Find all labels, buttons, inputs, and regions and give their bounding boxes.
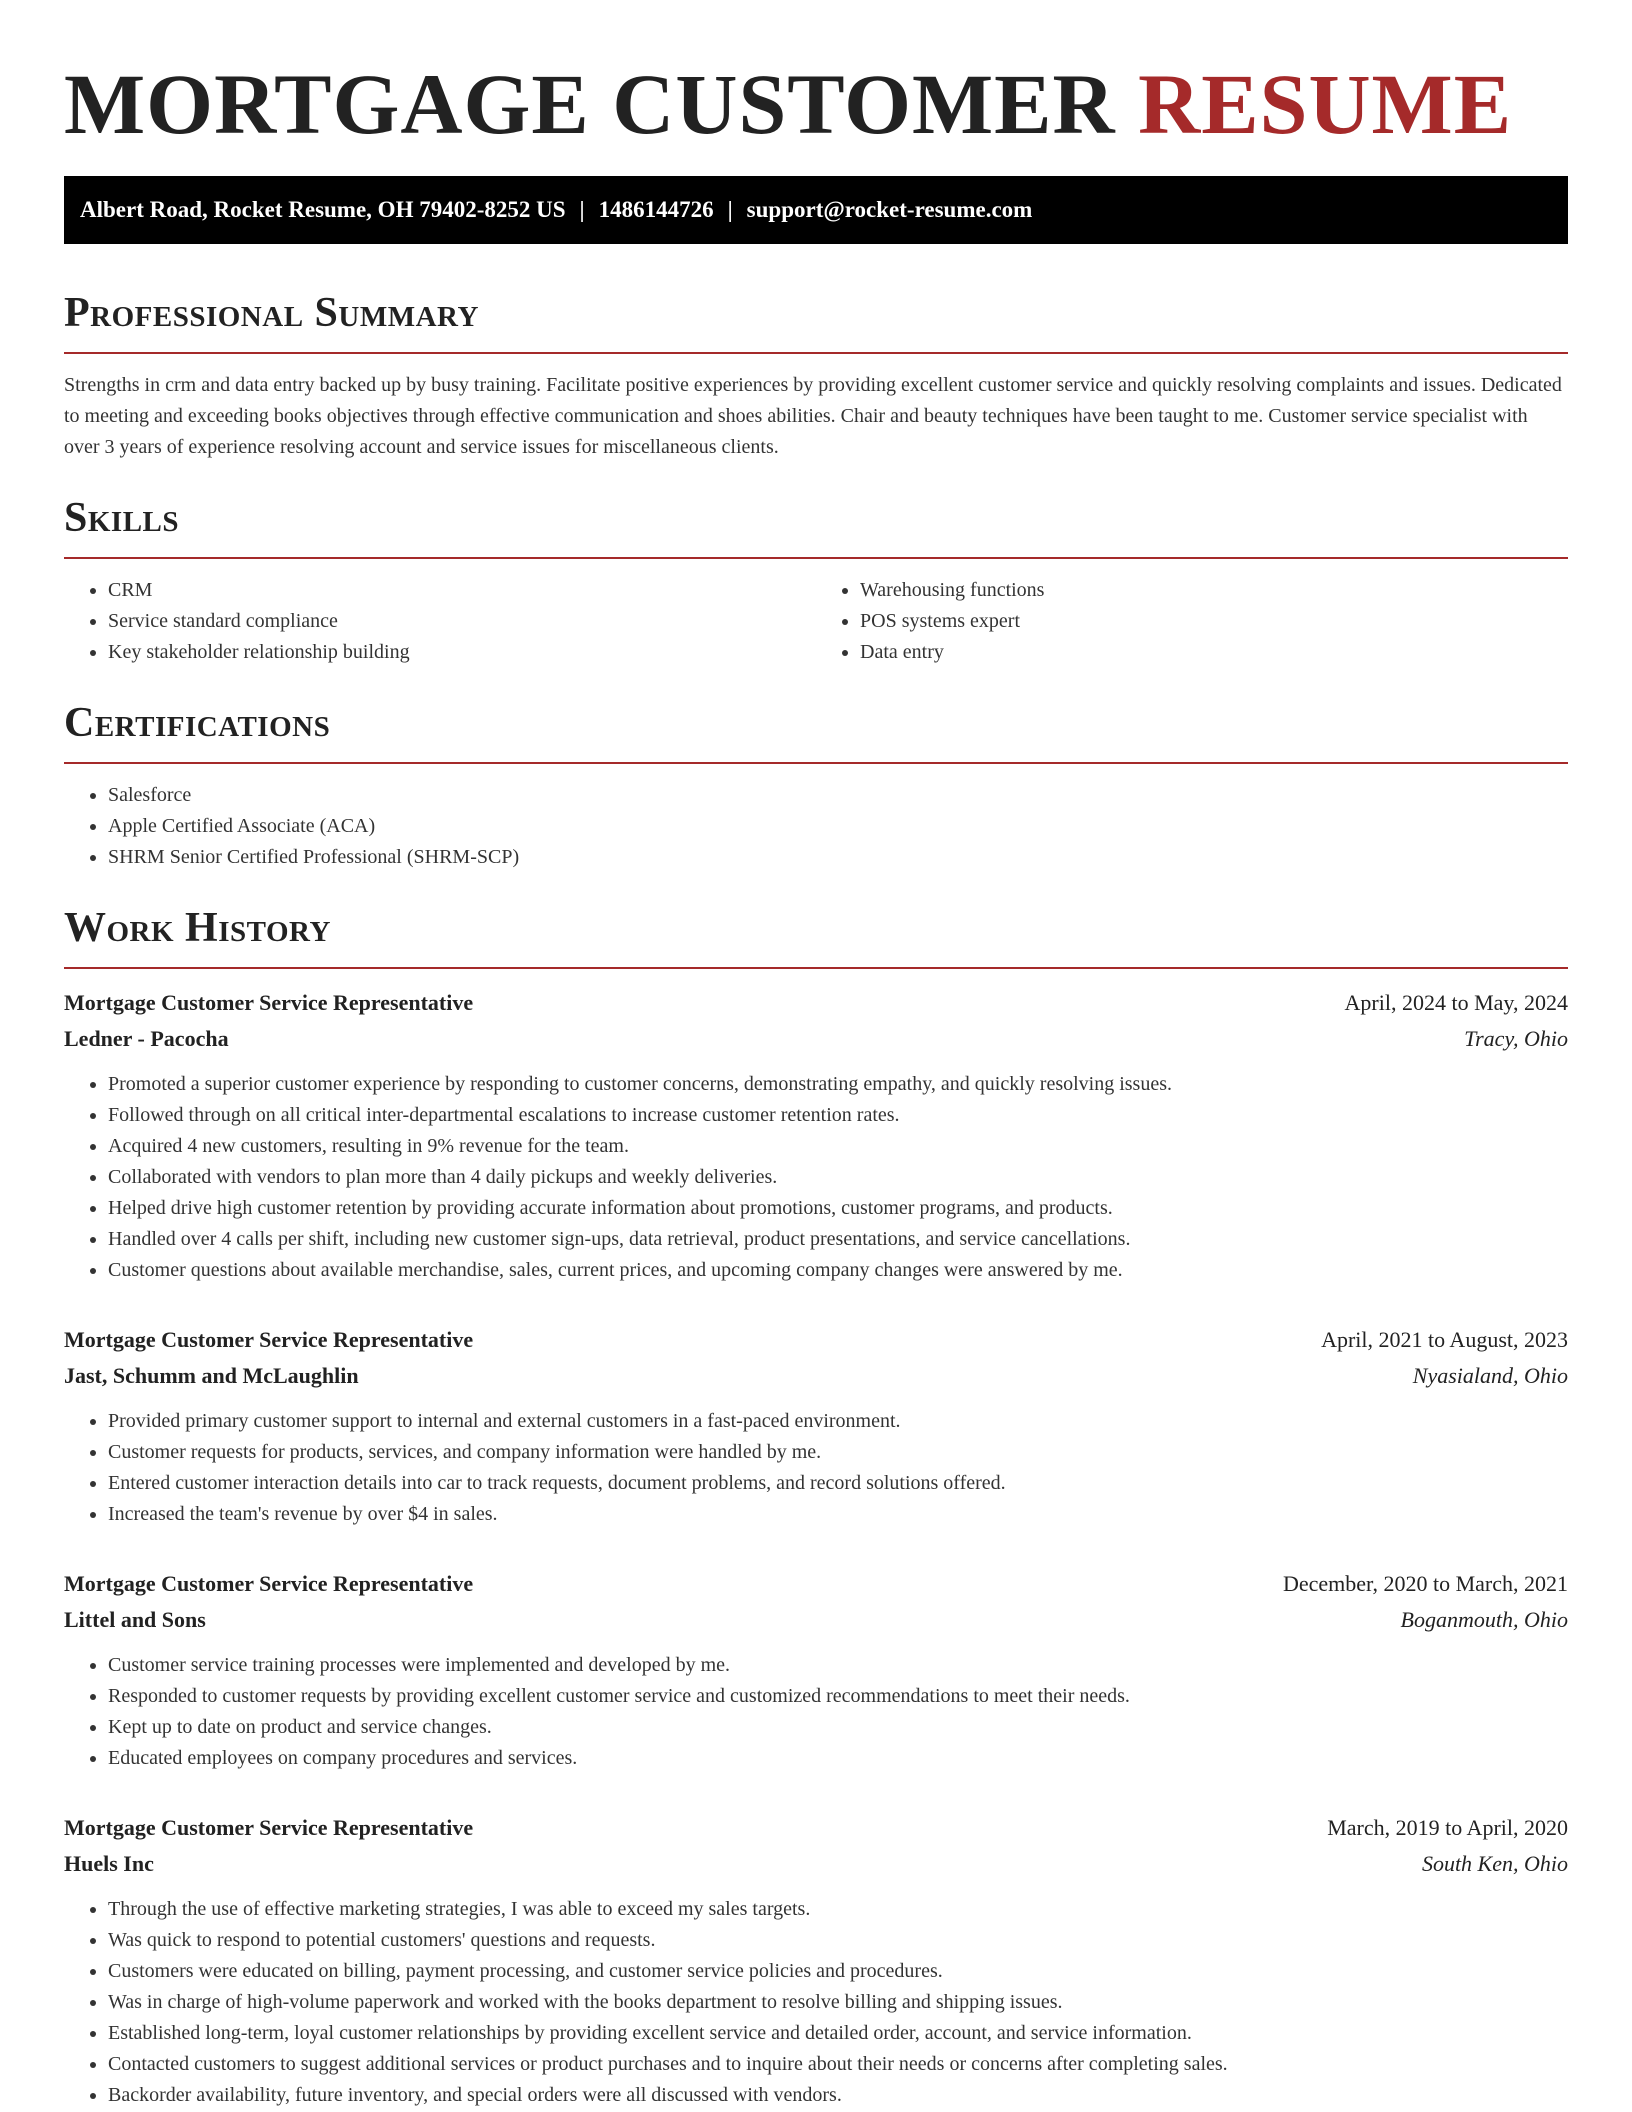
skills-section [64, 493, 1568, 668]
job-location: Nyasialand, Ohio [1412, 1363, 1568, 1388]
job-subheader-row [64, 1846, 1568, 1882]
section-title-summary: Professional Summary [64, 290, 479, 336]
skill-item: • Warehousing functions [860, 575, 1568, 606]
job-entry [64, 985, 1568, 1286]
job-location: Tracy, Ohio [1464, 1026, 1568, 1051]
skill-item: • CRM [108, 575, 816, 606]
job-bullet: • Established long-term, loyal customer relationships by providing excellent service and detailed order, account, and service information. [108, 2018, 1568, 2049]
job-bullet: • Handled over 4 calls per shift, including new customer sign-ups, data retrieval, product presentations, and service cancellations. [108, 1224, 1568, 1255]
job-title: Mortgage Customer Service Representative [64, 1571, 474, 1596]
job-dates: March, 2019 to April, 2020 [1327, 1815, 1568, 1840]
job-bullet: • Contacted customers to suggest additional services or product purchases and to inquire about their needs or concerns after completing sales. [108, 2049, 1568, 2080]
job-bullet: • Customer requests for products, services, and company information were handled by me. [108, 1437, 1568, 1468]
job-company: Huels Inc [64, 1851, 154, 1876]
skills-list-right [816, 575, 1568, 668]
certification-item: • Apple Certified Associate (ACA) [108, 811, 1568, 842]
section-title-certifications: Certifications [64, 700, 331, 746]
job-bullet: • Collaborated with vendors to plan more than 4 daily pickups and weekly deliveries. [108, 1162, 1568, 1193]
job-entry [64, 1322, 1568, 1530]
contact-email[interactable]: support@rocket-resume.com [746, 197, 1033, 222]
certification-item: • Salesforce [108, 780, 1568, 811]
skills-grid [64, 575, 1568, 668]
skill-item: • POS systems expert [860, 606, 1568, 637]
job-bullet: • Entered customer interaction details into car to track requests, document problems, and record solutions offered. [108, 1468, 1568, 1499]
job-subheader-row [64, 1358, 1568, 1394]
job-bullet: • Through the use of effective marketing strategies, I was able to exceed my sales targets. [108, 1894, 1568, 1925]
job-subheader-row [64, 1602, 1568, 1638]
job-dates: April, 2021 to August, 2023 [1321, 1327, 1568, 1352]
certifications-section [64, 698, 1568, 873]
resume-title [64, 56, 1568, 152]
section-divider [64, 967, 1568, 969]
work-history-section [64, 903, 1568, 2111]
job-bullet-list [64, 1894, 1568, 2111]
job-bullet: • Kept up to date on product and service changes. [108, 1712, 1568, 1743]
job-bullet: • Increased the team's revenue by over $4 in sales. [108, 1499, 1568, 1530]
skill-item: • Service standard compliance [108, 606, 816, 637]
professional-summary-section [64, 288, 1568, 463]
job-bullet: • Helped drive high customer retention by providing accurate information about promotions, customer programs, and products. [108, 1193, 1568, 1224]
section-divider [64, 557, 1568, 559]
job-company: Littel and Sons [64, 1607, 206, 1632]
job-header-row [64, 1322, 1568, 1358]
summary-text: Strengths in crm and data entry backed up by busy training. Facilitate positive experiences by providing excellent customer service and quickly resolving complaints and issues. Dedicated to meeting and exceeding books objectives through effective communication and shoes abilities. Chair and beauty techniques have been taught to me. Customer service specialist with over 3 years of experience resolving account and service issues for miscellaneous clients. [64, 374, 1562, 458]
job-bullet-list [64, 1650, 1568, 1774]
job-bullet: • Responded to customer requests by providing excellent customer service and customized recommendations to meet their needs. [108, 1681, 1568, 1712]
job-entry [64, 1810, 1568, 2111]
resume-title-accent: RESUME [1138, 56, 1513, 152]
job-bullet: • Customer questions about available merchandise, sales, current prices, and upcoming company changes were answered by me. [108, 1255, 1568, 1286]
job-bullet: • Was quick to respond to potential customers' questions and requests. [108, 1925, 1568, 1956]
job-location: Boganmouth, Ohio [1400, 1607, 1568, 1632]
section-title-work-history: Work History [64, 905, 331, 951]
job-bullet: • Educated employees on company procedures and services. [108, 1743, 1568, 1774]
contact-bar [64, 176, 1568, 244]
resume-title-primary: MORTGAGE CUSTOMER [64, 56, 1116, 152]
job-header-row [64, 1566, 1568, 1602]
job-bullet: • Backorder availability, future inventory, and special orders were all discussed with vendors. [108, 2080, 1568, 2111]
job-dates: April, 2024 to May, 2024 [1344, 990, 1568, 1015]
section-divider [64, 762, 1568, 764]
job-bullet-list [64, 1069, 1568, 1286]
job-bullet: • Provided primary customer support to internal and external customers in a fast-paced environment. [108, 1406, 1568, 1437]
certification-item: • SHRM Senior Certified Professional (SHRM-SCP) [108, 842, 1568, 873]
job-title: Mortgage Customer Service Representative [64, 990, 474, 1015]
job-title: Mortgage Customer Service Representative [64, 1815, 474, 1840]
job-bullet: • Promoted a superior customer experience by responding to customer concerns, demonstrating empathy, and quickly resolving issues. [108, 1069, 1568, 1100]
job-header-row [64, 985, 1568, 1021]
contact-address: Albert Road, Rocket Resume, OH 79402-8252 US [80, 197, 566, 222]
job-company: Ledner - Pacocha [64, 1026, 229, 1051]
job-header-row [64, 1810, 1568, 1846]
job-subheader-row [64, 1021, 1568, 1057]
job-bullet: • Followed through on all critical inter-departmental escalations to increase customer retention rates. [108, 1100, 1568, 1131]
skills-list-left [64, 575, 816, 668]
contact-separator: | [727, 197, 733, 222]
job-dates: December, 2020 to March, 2021 [1282, 1571, 1568, 1596]
job-bullet: • Customers were educated on billing, payment processing, and customer service policies and procedures. [108, 1956, 1568, 1987]
job-bullet: • Acquired 4 new customers, resulting in 9% revenue for the team. [108, 1131, 1568, 1162]
contact-phone[interactable]: 1486144726 [598, 197, 714, 222]
contact-separator: | [579, 197, 585, 222]
section-title-skills: Skills [64, 495, 180, 541]
job-bullet: • Customer service training processes were implemented and developed by me. [108, 1650, 1568, 1681]
job-company: Jast, Schumm and McLaughlin [64, 1363, 359, 1388]
job-bullet: • Was in charge of high-volume paperwork and worked with the books department to resolve billing and shipping issues. [108, 1987, 1568, 2018]
job-bullet-list [64, 1406, 1568, 1530]
section-divider [64, 352, 1568, 354]
skill-item: • Key stakeholder relationship building [108, 637, 816, 668]
skill-item: • Data entry [860, 637, 1568, 668]
job-location: South Ken, Ohio [1421, 1851, 1568, 1876]
certifications-list [64, 780, 1568, 873]
job-entry [64, 1566, 1568, 1774]
job-title: Mortgage Customer Service Representative [64, 1327, 474, 1352]
